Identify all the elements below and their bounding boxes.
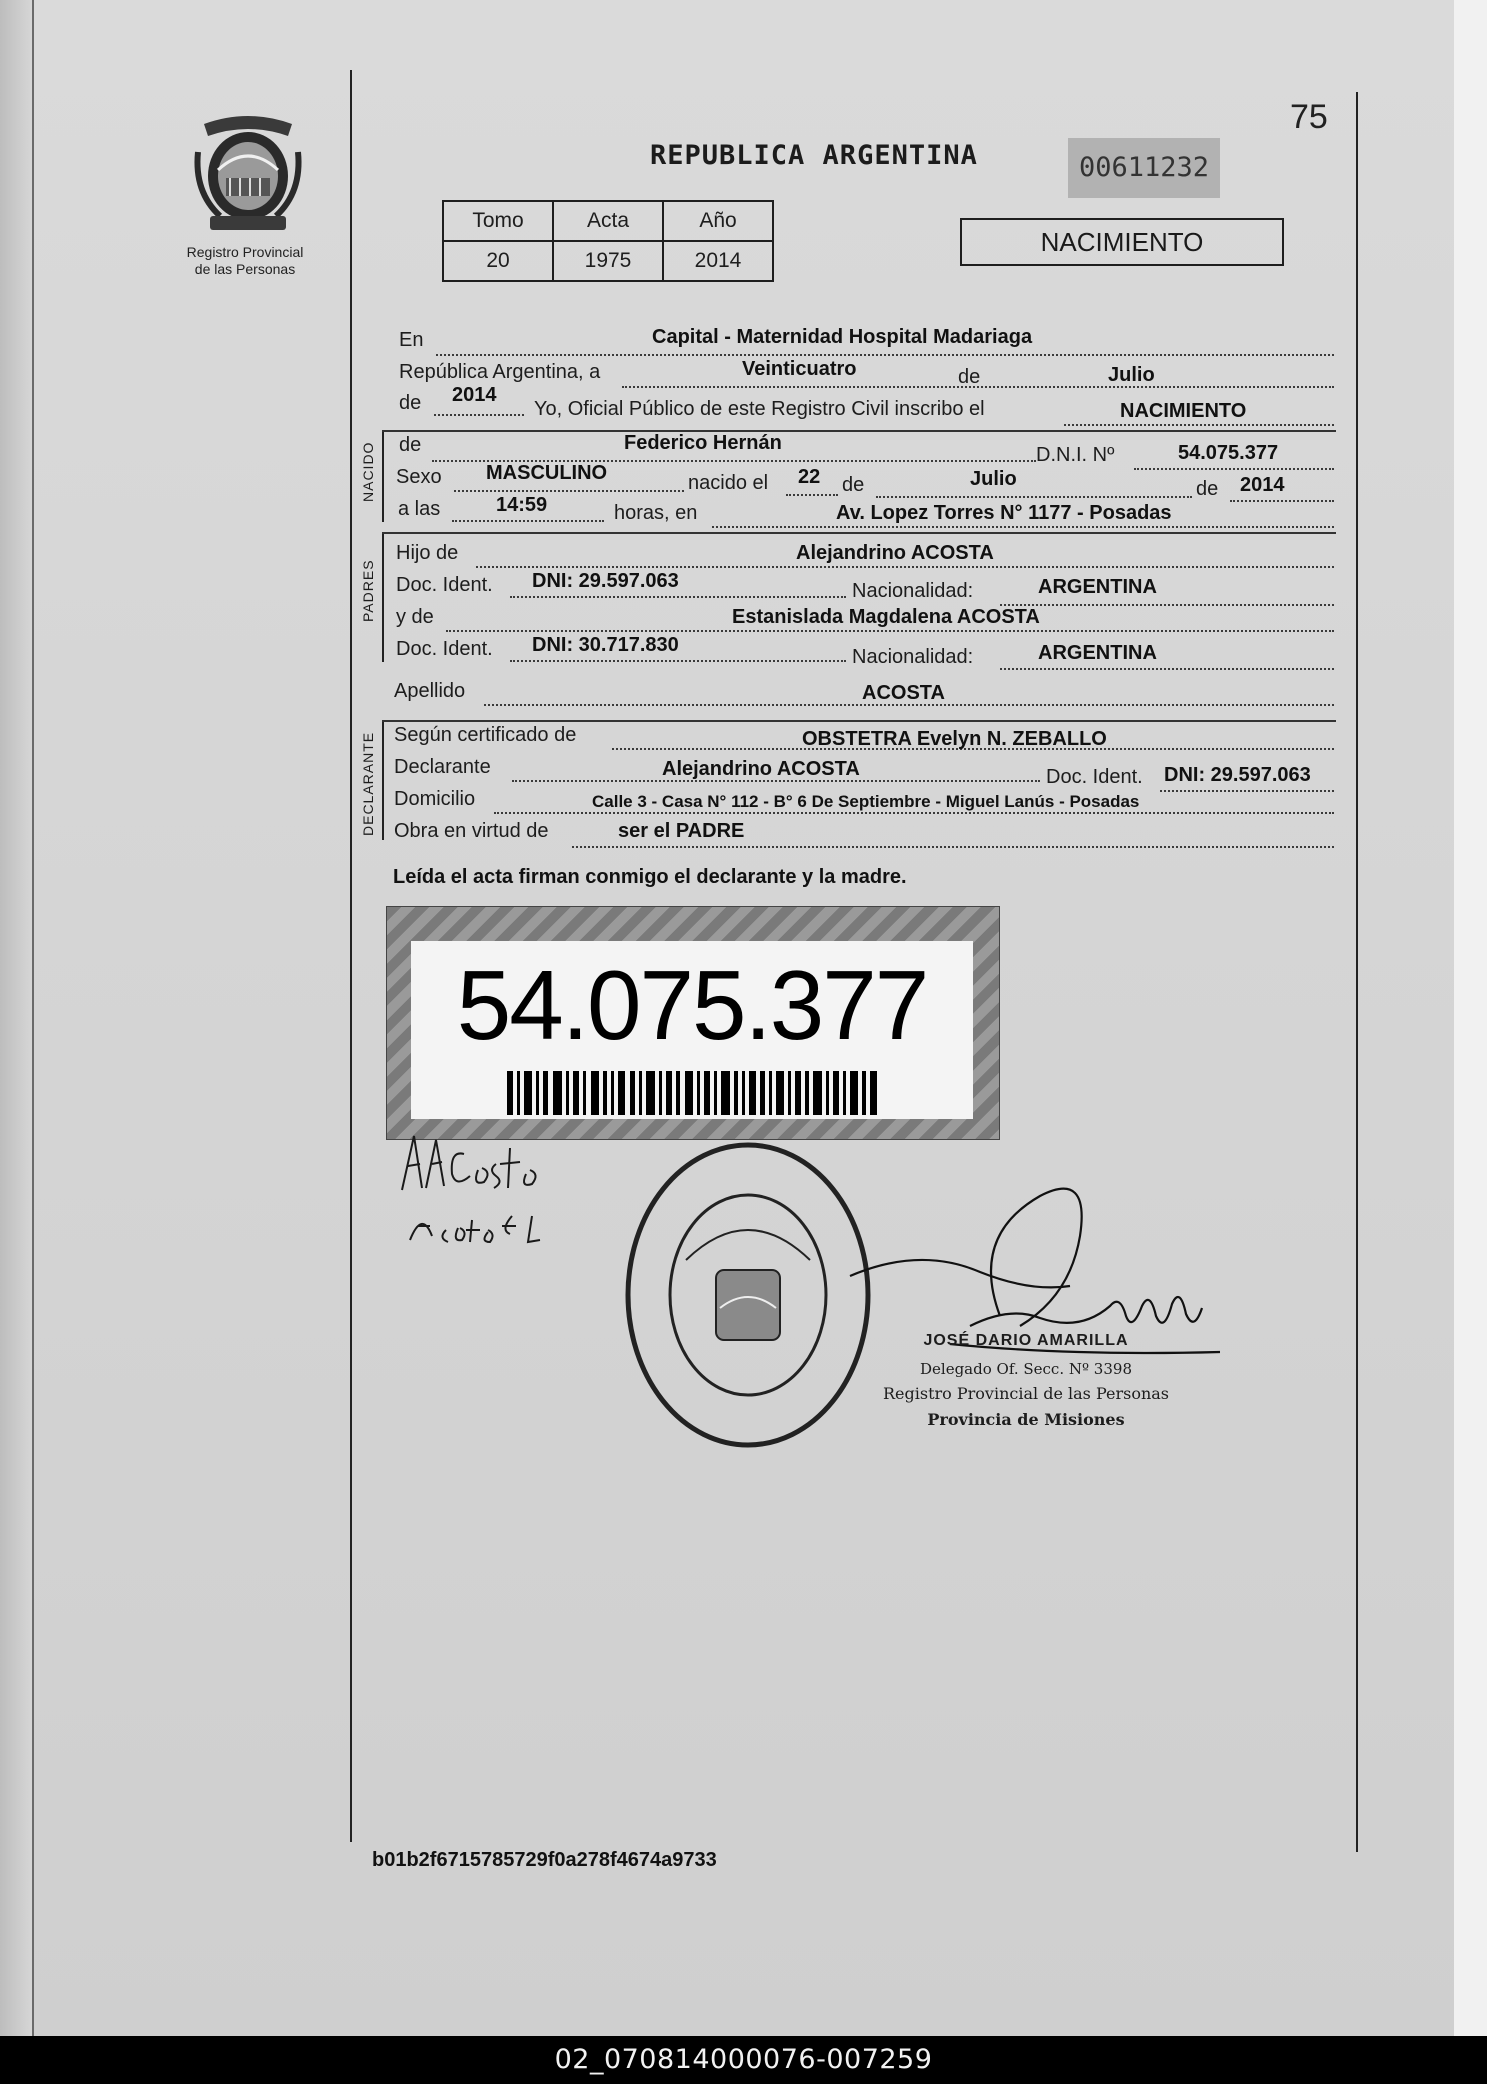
serial-number: 00611232: [1068, 138, 1220, 198]
label-nacionalidad2: Nacionalidad:: [852, 646, 974, 668]
dotted-line: [876, 496, 1192, 498]
field-mother-name: Estanislada Magdalena ACOSTA: [732, 606, 1040, 628]
field-address: Calle 3 - Casa N° 112 - B° 6 De Septiembre - Miguel Lanús - Posadas: [592, 792, 1140, 811]
field-birth-year: 2014: [1240, 474, 1285, 496]
dotted-line: [1000, 604, 1334, 606]
padres-bracket: [382, 534, 384, 662]
dotted-line: [434, 414, 524, 416]
dotted-line: [1134, 468, 1334, 470]
dni-sticker: [386, 906, 1000, 1140]
table-header-acta: Acta: [553, 201, 663, 241]
field-sex: MASCULINO: [486, 462, 608, 484]
label-apellido: Apellido: [394, 680, 466, 702]
table-value-ano: 2014: [663, 241, 773, 281]
label-nacido-el: nacido el: [688, 472, 769, 494]
dotted-line: [510, 596, 846, 598]
dotted-line: [510, 660, 846, 662]
dotted-line: [436, 354, 1334, 356]
left-margin-rule: [350, 70, 352, 1842]
document-title: REPUBLICA ARGENTINA: [650, 140, 978, 171]
handwritten-signature-icon: [392, 1130, 582, 1260]
scan-background: [1454, 0, 1487, 2036]
misiones-emblem-icon: [190, 112, 306, 232]
table-header-ano: Año: [663, 201, 773, 241]
nacido-bracket: [382, 432, 384, 522]
scan-footer-bar: [0, 2036, 1487, 2084]
field-father-nationality: ARGENTINA: [1038, 576, 1157, 598]
dotted-line: [1064, 424, 1334, 426]
label-doc-ident2: Doc. Ident.: [396, 638, 493, 660]
field-declarant-doc: DNI: 29.597.063: [1164, 764, 1311, 786]
field-father-name: Alejandrino ACOSTA: [796, 542, 994, 564]
field-birth-time: 14:59: [496, 494, 548, 516]
label-domicilio: Domicilio: [394, 788, 476, 810]
dotted-line: [1160, 790, 1334, 792]
label-horas-en: horas, en: [614, 502, 698, 524]
label-doc-ident3: Doc. Ident.: [1046, 766, 1143, 788]
field-dni: 54.075.377: [1178, 442, 1279, 464]
dotted-line: [446, 630, 1334, 632]
right-margin-rule: [1356, 92, 1358, 1852]
label-declarante: Declarante: [394, 756, 491, 778]
official-role: Delegado Of. Secc. Nº 3398: [920, 1360, 1132, 1378]
dotted-line: [712, 526, 1334, 528]
field-surname: ACOSTA: [862, 682, 945, 704]
field-month: Julio: [1108, 364, 1155, 386]
declarante-bracket: [382, 722, 384, 840]
barcode-icon: [507, 1071, 877, 1115]
label-de-name: de: [399, 434, 422, 456]
field-year: 2014: [452, 384, 497, 406]
scan-filename: 02_070814000076-007259: [554, 2044, 933, 2075]
adjacent-page-edge: [0, 0, 34, 2036]
section-divider: [382, 430, 1336, 432]
closing-statement: Leída el acta firman conmigo el declarante y la madre.: [393, 866, 907, 888]
dotted-line: [1230, 500, 1334, 502]
table-value-tomo: 20: [443, 241, 553, 281]
field-certificate-by: OBSTETRA Evelyn N. ZEBALLO: [802, 728, 1107, 750]
label-y-de: y de: [396, 606, 434, 628]
registry-name-line2: de las Personas: [194, 261, 296, 277]
label-en: En: [399, 329, 424, 351]
sticker-dni-number: 54.075.377: [456, 950, 928, 1060]
dotted-line: [786, 494, 838, 496]
registry-name-line1: Registro Provincial: [186, 244, 304, 260]
section-divider: [382, 532, 1336, 534]
document-hash: b01b2f6715785729f0a278f4674a9733: [372, 1849, 717, 1871]
field-father-doc: DNI: 29.597.063: [532, 570, 679, 592]
official-province: Provincia de Misiones: [927, 1410, 1125, 1429]
label-segun: Según certificado de: [394, 724, 577, 746]
field-mother-nationality: ARGENTINA: [1038, 642, 1157, 664]
dotted-line: [572, 846, 1334, 848]
field-birth-month: Julio: [970, 468, 1017, 490]
tomo-acta-ano-table: [442, 200, 774, 282]
label-sexo: Sexo: [396, 466, 442, 488]
label-hijo-de: Hijo de: [396, 542, 459, 564]
table-header-tomo: Tomo: [443, 201, 553, 241]
label-doc-ident: Doc. Ident.: [396, 574, 493, 596]
dotted-line: [452, 520, 604, 522]
label-nacionalidad: Nacionalidad:: [852, 580, 974, 602]
field-place: Capital - Maternidad Hospital Madariaga: [652, 326, 1033, 348]
field-declarant: Alejandrino ACOSTA: [662, 758, 860, 780]
label-de2: de: [842, 474, 865, 496]
field-day-text: Veinticuatro: [742, 358, 857, 380]
dotted-line: [494, 812, 1334, 814]
label-a-las: a las: [398, 498, 441, 520]
label-dni: D.N.I. Nº: [1036, 444, 1115, 466]
field-birth-address: Av. Lopez Torres N° 1177 - Posadas: [836, 502, 1172, 524]
record-type-box: NACIMIENTO: [960, 218, 1284, 266]
section-label-padres: PADRES: [360, 559, 376, 622]
label-de3: de: [1196, 478, 1219, 500]
label-republica: República Argentina, a: [399, 361, 601, 383]
section-label-declarante: DECLARANTE: [360, 731, 376, 836]
section-label-nacido: NACIDO: [360, 441, 376, 502]
page-number: 75: [1290, 98, 1328, 136]
dotted-line: [454, 490, 684, 492]
official-name: JOSÉ DARIO AMARILLA: [923, 1332, 1129, 1349]
field-child-name: Federico Hernán: [624, 432, 782, 454]
table-value-acta: 1975: [553, 241, 663, 281]
section-divider: [382, 720, 1336, 722]
label-oficial: Yo, Oficial Público de este Registro Civil inscribo el: [534, 398, 985, 420]
dni-sticker-label: [411, 941, 973, 1119]
label-de: de: [958, 366, 981, 388]
label-de-year: de: [399, 392, 422, 414]
registry-name: [160, 244, 330, 278]
dotted-line: [476, 566, 1334, 568]
label-obra: Obra en virtud de: [394, 820, 549, 842]
field-capacity: ser el PADRE: [618, 820, 745, 842]
field-mother-doc: DNI: 30.717.830: [532, 634, 679, 656]
dotted-line: [1000, 668, 1334, 670]
official-organization: Registro Provincial de las Personas: [882, 1384, 1170, 1403]
field-inscription-type: NACIMIENTO: [1120, 400, 1247, 422]
field-birth-day: 22: [798, 466, 821, 488]
